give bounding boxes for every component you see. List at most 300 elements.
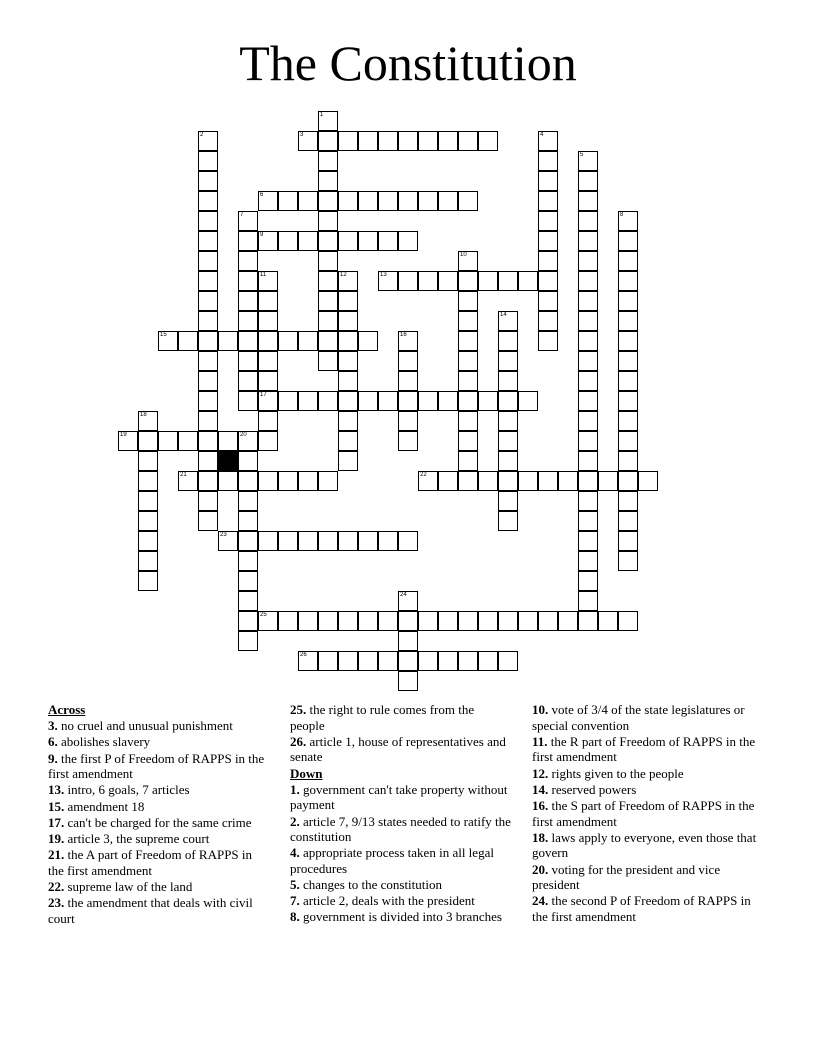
grid-cell[interactable] bbox=[238, 571, 258, 591]
grid-cell[interactable] bbox=[498, 611, 518, 631]
grid-cell[interactable] bbox=[198, 211, 218, 231]
grid-cell[interactable] bbox=[418, 391, 438, 411]
grid-cell[interactable] bbox=[618, 311, 638, 331]
grid-cell[interactable] bbox=[238, 531, 258, 551]
grid-cell[interactable] bbox=[198, 151, 218, 171]
grid-cell[interactable] bbox=[238, 591, 258, 611]
clue-item bbox=[48, 815, 270, 831]
grid-cell[interactable] bbox=[338, 371, 358, 391]
grid-cell[interactable] bbox=[338, 351, 358, 371]
grid-cell[interactable] bbox=[298, 531, 318, 551]
clue-text: the right to rule comes from the people bbox=[290, 702, 475, 733]
grid-cell[interactable] bbox=[578, 171, 598, 191]
grid-cell[interactable] bbox=[418, 611, 438, 631]
grid-cell[interactable] bbox=[198, 511, 218, 531]
grid-cell[interactable] bbox=[378, 271, 398, 291]
grid-cell[interactable] bbox=[338, 431, 358, 451]
clue-item bbox=[290, 814, 512, 845]
grid-cell[interactable] bbox=[458, 431, 478, 451]
grid-cell[interactable] bbox=[618, 491, 638, 511]
grid-cell[interactable] bbox=[258, 391, 278, 411]
clue-number: 14 bbox=[500, 312, 507, 318]
grid-cell[interactable] bbox=[518, 611, 538, 631]
grid-cell[interactable] bbox=[378, 131, 398, 151]
grid-cell[interactable] bbox=[318, 231, 338, 251]
grid-cell[interactable] bbox=[418, 651, 438, 671]
grid-cell[interactable] bbox=[198, 411, 218, 431]
grid-cell[interactable] bbox=[418, 271, 438, 291]
grid-cell[interactable] bbox=[618, 231, 638, 251]
grid-cell[interactable] bbox=[498, 311, 518, 331]
grid-cell[interactable] bbox=[538, 191, 558, 211]
grid-cell[interactable] bbox=[238, 431, 258, 451]
grid-cell[interactable] bbox=[518, 391, 538, 411]
grid-cell[interactable] bbox=[498, 431, 518, 451]
grid-cell[interactable] bbox=[258, 411, 278, 431]
grid-cell[interactable] bbox=[318, 291, 338, 311]
grid-cell[interactable] bbox=[198, 171, 218, 191]
grid-cell[interactable] bbox=[398, 391, 418, 411]
grid-cell[interactable] bbox=[578, 191, 598, 211]
grid-cell[interactable] bbox=[398, 411, 418, 431]
clue-text: the A part of Freedom of RAPPS in the first amendment bbox=[48, 847, 253, 878]
grid-cell[interactable] bbox=[538, 211, 558, 231]
clue-text: the second P of Freedom of RAPPS in the first amendment bbox=[532, 893, 751, 924]
grid-cell[interactable] bbox=[178, 471, 198, 491]
grid-cell[interactable] bbox=[538, 331, 558, 351]
grid-cell[interactable] bbox=[478, 131, 498, 151]
grid-cell[interactable] bbox=[578, 351, 598, 371]
grid-cell[interactable] bbox=[198, 231, 218, 251]
grid-cell[interactable] bbox=[318, 131, 338, 151]
grid-cell[interactable] bbox=[538, 131, 558, 151]
grid-cell[interactable] bbox=[198, 131, 218, 151]
grid-cell[interactable] bbox=[218, 331, 238, 351]
grid-cell[interactable] bbox=[198, 491, 218, 511]
clue-item bbox=[290, 734, 512, 765]
grid-cell[interactable] bbox=[318, 271, 338, 291]
grid-cell[interactable] bbox=[258, 191, 278, 211]
grid-cell[interactable] bbox=[538, 611, 558, 631]
grid-cell[interactable] bbox=[378, 391, 398, 411]
grid-cell[interactable] bbox=[258, 271, 278, 291]
grid-cell[interactable] bbox=[298, 611, 318, 631]
grid-cell[interactable] bbox=[498, 371, 518, 391]
grid-cell[interactable] bbox=[338, 191, 358, 211]
grid-cell[interactable] bbox=[578, 391, 598, 411]
grid-cell[interactable] bbox=[498, 511, 518, 531]
grid-cell[interactable] bbox=[618, 471, 638, 491]
clue-text: the R part of Freedom of RAPPS in the first amendment bbox=[532, 733, 756, 765]
grid-cell[interactable] bbox=[458, 451, 478, 471]
grid-cell[interactable] bbox=[298, 471, 318, 491]
grid-cell[interactable] bbox=[198, 311, 218, 331]
grid-cell[interactable] bbox=[478, 391, 498, 411]
grid-cell[interactable] bbox=[578, 371, 598, 391]
grid-cell[interactable] bbox=[138, 511, 158, 531]
grid-cell[interactable] bbox=[338, 651, 358, 671]
grid-cell[interactable] bbox=[238, 471, 258, 491]
grid-cell[interactable] bbox=[238, 611, 258, 631]
grid-cell[interactable] bbox=[298, 131, 318, 151]
grid-cell[interactable] bbox=[618, 411, 638, 431]
grid-cell[interactable] bbox=[398, 591, 418, 611]
grid-cell[interactable] bbox=[418, 471, 438, 491]
grid-cell[interactable] bbox=[618, 511, 638, 531]
clue-number-label: 10. bbox=[532, 702, 549, 717]
grid-cell[interactable] bbox=[478, 271, 498, 291]
grid-cell[interactable] bbox=[298, 391, 318, 411]
grid-cell[interactable] bbox=[578, 471, 598, 491]
grid-cell[interactable] bbox=[618, 371, 638, 391]
grid-cell[interactable] bbox=[198, 191, 218, 211]
grid-cell[interactable] bbox=[198, 291, 218, 311]
grid-cell[interactable] bbox=[458, 391, 478, 411]
grid-cell[interactable] bbox=[498, 411, 518, 431]
grid-cell[interactable] bbox=[578, 411, 598, 431]
grid-cell[interactable] bbox=[418, 191, 438, 211]
grid-cell[interactable] bbox=[538, 231, 558, 251]
grid-cell[interactable] bbox=[318, 651, 338, 671]
grid-cell[interactable] bbox=[338, 271, 358, 291]
grid-cell[interactable] bbox=[238, 491, 258, 511]
grid-cell[interactable] bbox=[358, 391, 378, 411]
grid-cell[interactable] bbox=[578, 271, 598, 291]
grid-cell[interactable] bbox=[538, 171, 558, 191]
grid-cell[interactable] bbox=[178, 331, 198, 351]
clue-number: 18 bbox=[140, 412, 147, 418]
grid-cell[interactable] bbox=[538, 311, 558, 331]
grid-cell[interactable] bbox=[198, 251, 218, 271]
grid-cell[interactable] bbox=[538, 291, 558, 311]
grid-cell[interactable] bbox=[458, 411, 478, 431]
grid-cell[interactable] bbox=[258, 331, 278, 351]
grid-cell[interactable] bbox=[198, 431, 218, 451]
grid-cell[interactable] bbox=[498, 271, 518, 291]
grid-cell[interactable] bbox=[358, 651, 378, 671]
grid-cell[interactable] bbox=[598, 611, 618, 631]
clue-item bbox=[532, 734, 762, 765]
grid-cell[interactable] bbox=[498, 491, 518, 511]
grid-cell[interactable] bbox=[238, 391, 258, 411]
grid-cell[interactable] bbox=[338, 311, 358, 331]
grid-cell[interactable] bbox=[318, 171, 338, 191]
grid-cell[interactable] bbox=[318, 191, 338, 211]
grid-cell[interactable] bbox=[258, 371, 278, 391]
grid-cell[interactable] bbox=[318, 211, 338, 231]
clue-number: 22 bbox=[420, 472, 427, 478]
grid-cell[interactable] bbox=[338, 291, 358, 311]
grid-cell[interactable] bbox=[578, 571, 598, 591]
grid-cell[interactable] bbox=[618, 551, 638, 571]
grid-cell[interactable] bbox=[138, 551, 158, 571]
grid-cell[interactable] bbox=[618, 431, 638, 451]
grid-cell[interactable] bbox=[138, 571, 158, 591]
grid-cell[interactable] bbox=[618, 331, 638, 351]
grid-cell[interactable] bbox=[238, 371, 258, 391]
grid-cell[interactable] bbox=[138, 531, 158, 551]
grid-cell[interactable] bbox=[298, 191, 318, 211]
grid-cell[interactable] bbox=[618, 271, 638, 291]
down-heading: Down bbox=[290, 765, 323, 781]
grid-cell[interactable] bbox=[278, 471, 298, 491]
grid-cell[interactable] bbox=[198, 371, 218, 391]
grid-cell[interactable] bbox=[578, 531, 598, 551]
clue-item bbox=[48, 879, 270, 895]
clue-item bbox=[48, 718, 270, 734]
grid-cell[interactable] bbox=[438, 271, 458, 291]
clue-number-label: 19. bbox=[48, 830, 65, 846]
grid-cell[interactable] bbox=[458, 251, 478, 271]
grid-cell[interactable] bbox=[138, 471, 158, 491]
clue-number-label: 25. bbox=[290, 702, 307, 717]
grid-cell[interactable] bbox=[578, 491, 598, 511]
grid-cell[interactable] bbox=[198, 451, 218, 471]
clue-item bbox=[48, 831, 270, 847]
grid-cell[interactable] bbox=[318, 111, 338, 131]
grid-cell[interactable] bbox=[338, 411, 358, 431]
grid-cell[interactable] bbox=[438, 191, 458, 211]
grid-cell[interactable] bbox=[618, 251, 638, 271]
grid-cell[interactable] bbox=[358, 131, 378, 151]
grid-cell[interactable] bbox=[498, 391, 518, 411]
grid-cell[interactable] bbox=[398, 371, 418, 391]
grid-cell[interactable] bbox=[238, 451, 258, 471]
grid-cell[interactable] bbox=[338, 131, 358, 151]
grid-cell[interactable] bbox=[138, 491, 158, 511]
grid-cell[interactable] bbox=[538, 271, 558, 291]
grid-cell[interactable] bbox=[338, 611, 358, 631]
grid-cell[interactable] bbox=[238, 211, 258, 231]
grid-cell[interactable] bbox=[258, 291, 278, 311]
grid-cell[interactable] bbox=[578, 551, 598, 571]
grid-cell[interactable] bbox=[278, 191, 298, 211]
grid-cell[interactable] bbox=[378, 651, 398, 671]
grid-cell[interactable] bbox=[318, 391, 338, 411]
grid-cell[interactable] bbox=[538, 251, 558, 271]
grid-cell[interactable] bbox=[378, 611, 398, 631]
grid-cell[interactable] bbox=[558, 611, 578, 631]
grid-cell[interactable] bbox=[238, 291, 258, 311]
grid-cell[interactable] bbox=[198, 391, 218, 411]
grid-cell[interactable] bbox=[578, 511, 598, 531]
grid-cell[interactable] bbox=[438, 391, 458, 411]
grid-cell[interactable] bbox=[558, 471, 578, 491]
grid-cell[interactable] bbox=[138, 411, 158, 431]
grid-cell[interactable] bbox=[338, 531, 358, 551]
grid-cell[interactable] bbox=[398, 131, 418, 151]
grid-cell[interactable] bbox=[278, 231, 298, 251]
grid-cell[interactable] bbox=[278, 531, 298, 551]
grid-cell[interactable] bbox=[618, 291, 638, 311]
grid-cell[interactable] bbox=[338, 451, 358, 471]
grid-cell[interactable] bbox=[458, 191, 478, 211]
grid-cell[interactable] bbox=[218, 531, 238, 551]
grid-cell[interactable] bbox=[358, 531, 378, 551]
grid-cell[interactable] bbox=[618, 351, 638, 371]
grid-cell[interactable] bbox=[438, 651, 458, 671]
grid-cell[interactable] bbox=[318, 151, 338, 171]
grid-cell[interactable] bbox=[438, 471, 458, 491]
grid-cell[interactable] bbox=[458, 131, 478, 151]
grid-cell[interactable] bbox=[298, 651, 318, 671]
grid-cell[interactable] bbox=[458, 331, 478, 351]
grid-cell[interactable] bbox=[238, 251, 258, 271]
grid-cell[interactable] bbox=[618, 531, 638, 551]
grid-cell[interactable] bbox=[618, 611, 638, 631]
grid-cell[interactable] bbox=[238, 271, 258, 291]
grid-cell[interactable] bbox=[258, 231, 278, 251]
grid-cell[interactable] bbox=[398, 651, 418, 671]
grid-cell[interactable] bbox=[578, 431, 598, 451]
grid-cell[interactable] bbox=[578, 211, 598, 231]
black-cell bbox=[218, 451, 238, 471]
grid-cell[interactable] bbox=[218, 471, 238, 491]
grid-cell[interactable] bbox=[458, 611, 478, 631]
grid-cell[interactable] bbox=[318, 531, 338, 551]
grid-cell[interactable] bbox=[518, 471, 538, 491]
grid-cell[interactable] bbox=[578, 591, 598, 611]
grid-cell[interactable] bbox=[618, 391, 638, 411]
grid-cell[interactable] bbox=[578, 291, 598, 311]
grid-cell[interactable] bbox=[458, 311, 478, 331]
grid-cell[interactable] bbox=[578, 151, 598, 171]
grid-cell[interactable] bbox=[498, 351, 518, 371]
grid-cell[interactable] bbox=[438, 131, 458, 151]
grid-cell[interactable] bbox=[198, 471, 218, 491]
grid-cell[interactable] bbox=[318, 611, 338, 631]
grid-cell[interactable] bbox=[458, 291, 478, 311]
grid-cell[interactable] bbox=[158, 431, 178, 451]
grid-cell[interactable] bbox=[258, 611, 278, 631]
grid-cell[interactable] bbox=[618, 211, 638, 231]
grid-cell[interactable] bbox=[498, 331, 518, 351]
grid-cell[interactable] bbox=[198, 351, 218, 371]
grid-cell[interactable] bbox=[358, 191, 378, 211]
grid-cell[interactable] bbox=[498, 471, 518, 491]
grid-cell[interactable] bbox=[258, 471, 278, 491]
grid-cell[interactable] bbox=[458, 471, 478, 491]
clue-text: amendment 18 bbox=[64, 798, 145, 814]
grid-cell[interactable] bbox=[238, 231, 258, 251]
grid-cell[interactable] bbox=[518, 271, 538, 291]
grid-cell[interactable] bbox=[298, 231, 318, 251]
grid-cell[interactable] bbox=[578, 451, 598, 471]
grid-cell[interactable] bbox=[258, 431, 278, 451]
grid-cell[interactable] bbox=[218, 431, 238, 451]
grid-cell[interactable] bbox=[578, 251, 598, 271]
grid-cell[interactable] bbox=[398, 331, 418, 351]
grid-cell[interactable] bbox=[278, 611, 298, 631]
clues-column-1 bbox=[48, 702, 270, 927]
grid-cell[interactable] bbox=[458, 271, 478, 291]
clue-number: 4 bbox=[540, 132, 544, 138]
grid-cell[interactable] bbox=[598, 471, 618, 491]
grid-cell[interactable] bbox=[298, 331, 318, 351]
grid-cell[interactable] bbox=[498, 451, 518, 471]
grid-cell[interactable] bbox=[198, 331, 218, 351]
grid-cell[interactable] bbox=[278, 331, 298, 351]
grid-cell[interactable] bbox=[338, 331, 358, 351]
grid-cell[interactable] bbox=[358, 611, 378, 631]
grid-cell[interactable] bbox=[318, 331, 338, 351]
grid-cell[interactable] bbox=[378, 231, 398, 251]
grid-cell[interactable] bbox=[318, 471, 338, 491]
grid-cell[interactable] bbox=[578, 331, 598, 351]
grid-cell[interactable] bbox=[238, 631, 258, 651]
grid-cell[interactable] bbox=[238, 331, 258, 351]
grid-cell[interactable] bbox=[318, 351, 338, 371]
grid-cell[interactable] bbox=[418, 131, 438, 151]
grid-cell[interactable] bbox=[258, 351, 278, 371]
grid-cell[interactable] bbox=[318, 251, 338, 271]
grid-cell[interactable] bbox=[398, 191, 418, 211]
grid-cell[interactable] bbox=[318, 311, 338, 331]
grid-cell[interactable] bbox=[538, 151, 558, 171]
grid-cell[interactable] bbox=[198, 271, 218, 291]
grid-cell[interactable] bbox=[158, 331, 178, 351]
grid-cell[interactable] bbox=[458, 651, 478, 671]
grid-cell[interactable] bbox=[338, 391, 358, 411]
grid-cell[interactable] bbox=[478, 471, 498, 491]
grid-cell[interactable] bbox=[238, 511, 258, 531]
clue-number-label: 13. bbox=[48, 782, 65, 798]
grid-cell[interactable] bbox=[238, 311, 258, 331]
grid-cell[interactable] bbox=[378, 191, 398, 211]
grid-cell[interactable] bbox=[398, 531, 418, 551]
grid-cell[interactable] bbox=[398, 271, 418, 291]
grid-cell[interactable] bbox=[458, 351, 478, 371]
grid-cell[interactable] bbox=[478, 651, 498, 671]
grid-cell[interactable] bbox=[258, 531, 278, 551]
grid-cell[interactable] bbox=[278, 391, 298, 411]
grid-cell[interactable] bbox=[578, 231, 598, 251]
grid-cell[interactable] bbox=[238, 351, 258, 371]
grid-cell[interactable] bbox=[398, 431, 418, 451]
grid-cell[interactable] bbox=[618, 451, 638, 471]
grid-cell[interactable] bbox=[378, 531, 398, 551]
grid-cell[interactable] bbox=[398, 231, 418, 251]
grid-cell[interactable] bbox=[238, 551, 258, 571]
grid-cell[interactable] bbox=[398, 611, 418, 631]
grid-cell[interactable] bbox=[398, 631, 418, 651]
grid-cell[interactable] bbox=[398, 351, 418, 371]
grid-cell[interactable] bbox=[638, 471, 658, 491]
clue-item bbox=[532, 766, 762, 782]
clue-number-label: 7. bbox=[290, 893, 300, 909]
clue-text: the amendment that deals with civil court bbox=[48, 895, 253, 926]
grid-cell[interactable] bbox=[578, 611, 598, 631]
grid-cell[interactable] bbox=[138, 451, 158, 471]
clue-text: article 1, house of representatives and senate bbox=[290, 733, 506, 765]
grid-cell[interactable] bbox=[338, 231, 358, 251]
grid-cell[interactable] bbox=[398, 671, 418, 691]
grid-cell[interactable] bbox=[498, 651, 518, 671]
grid-cell[interactable] bbox=[478, 611, 498, 631]
grid-cell[interactable] bbox=[358, 231, 378, 251]
clue-text: abolishes slavery bbox=[57, 734, 151, 750]
grid-cell[interactable] bbox=[118, 431, 138, 451]
grid-cell[interactable] bbox=[258, 311, 278, 331]
grid-cell[interactable] bbox=[358, 331, 378, 351]
grid-cell[interactable] bbox=[138, 431, 158, 451]
grid-cell[interactable] bbox=[438, 611, 458, 631]
grid-cell[interactable] bbox=[178, 431, 198, 451]
grid-cell[interactable] bbox=[538, 471, 558, 491]
clue-item bbox=[48, 847, 270, 878]
grid-cell[interactable] bbox=[458, 371, 478, 391]
grid-cell[interactable] bbox=[578, 311, 598, 331]
